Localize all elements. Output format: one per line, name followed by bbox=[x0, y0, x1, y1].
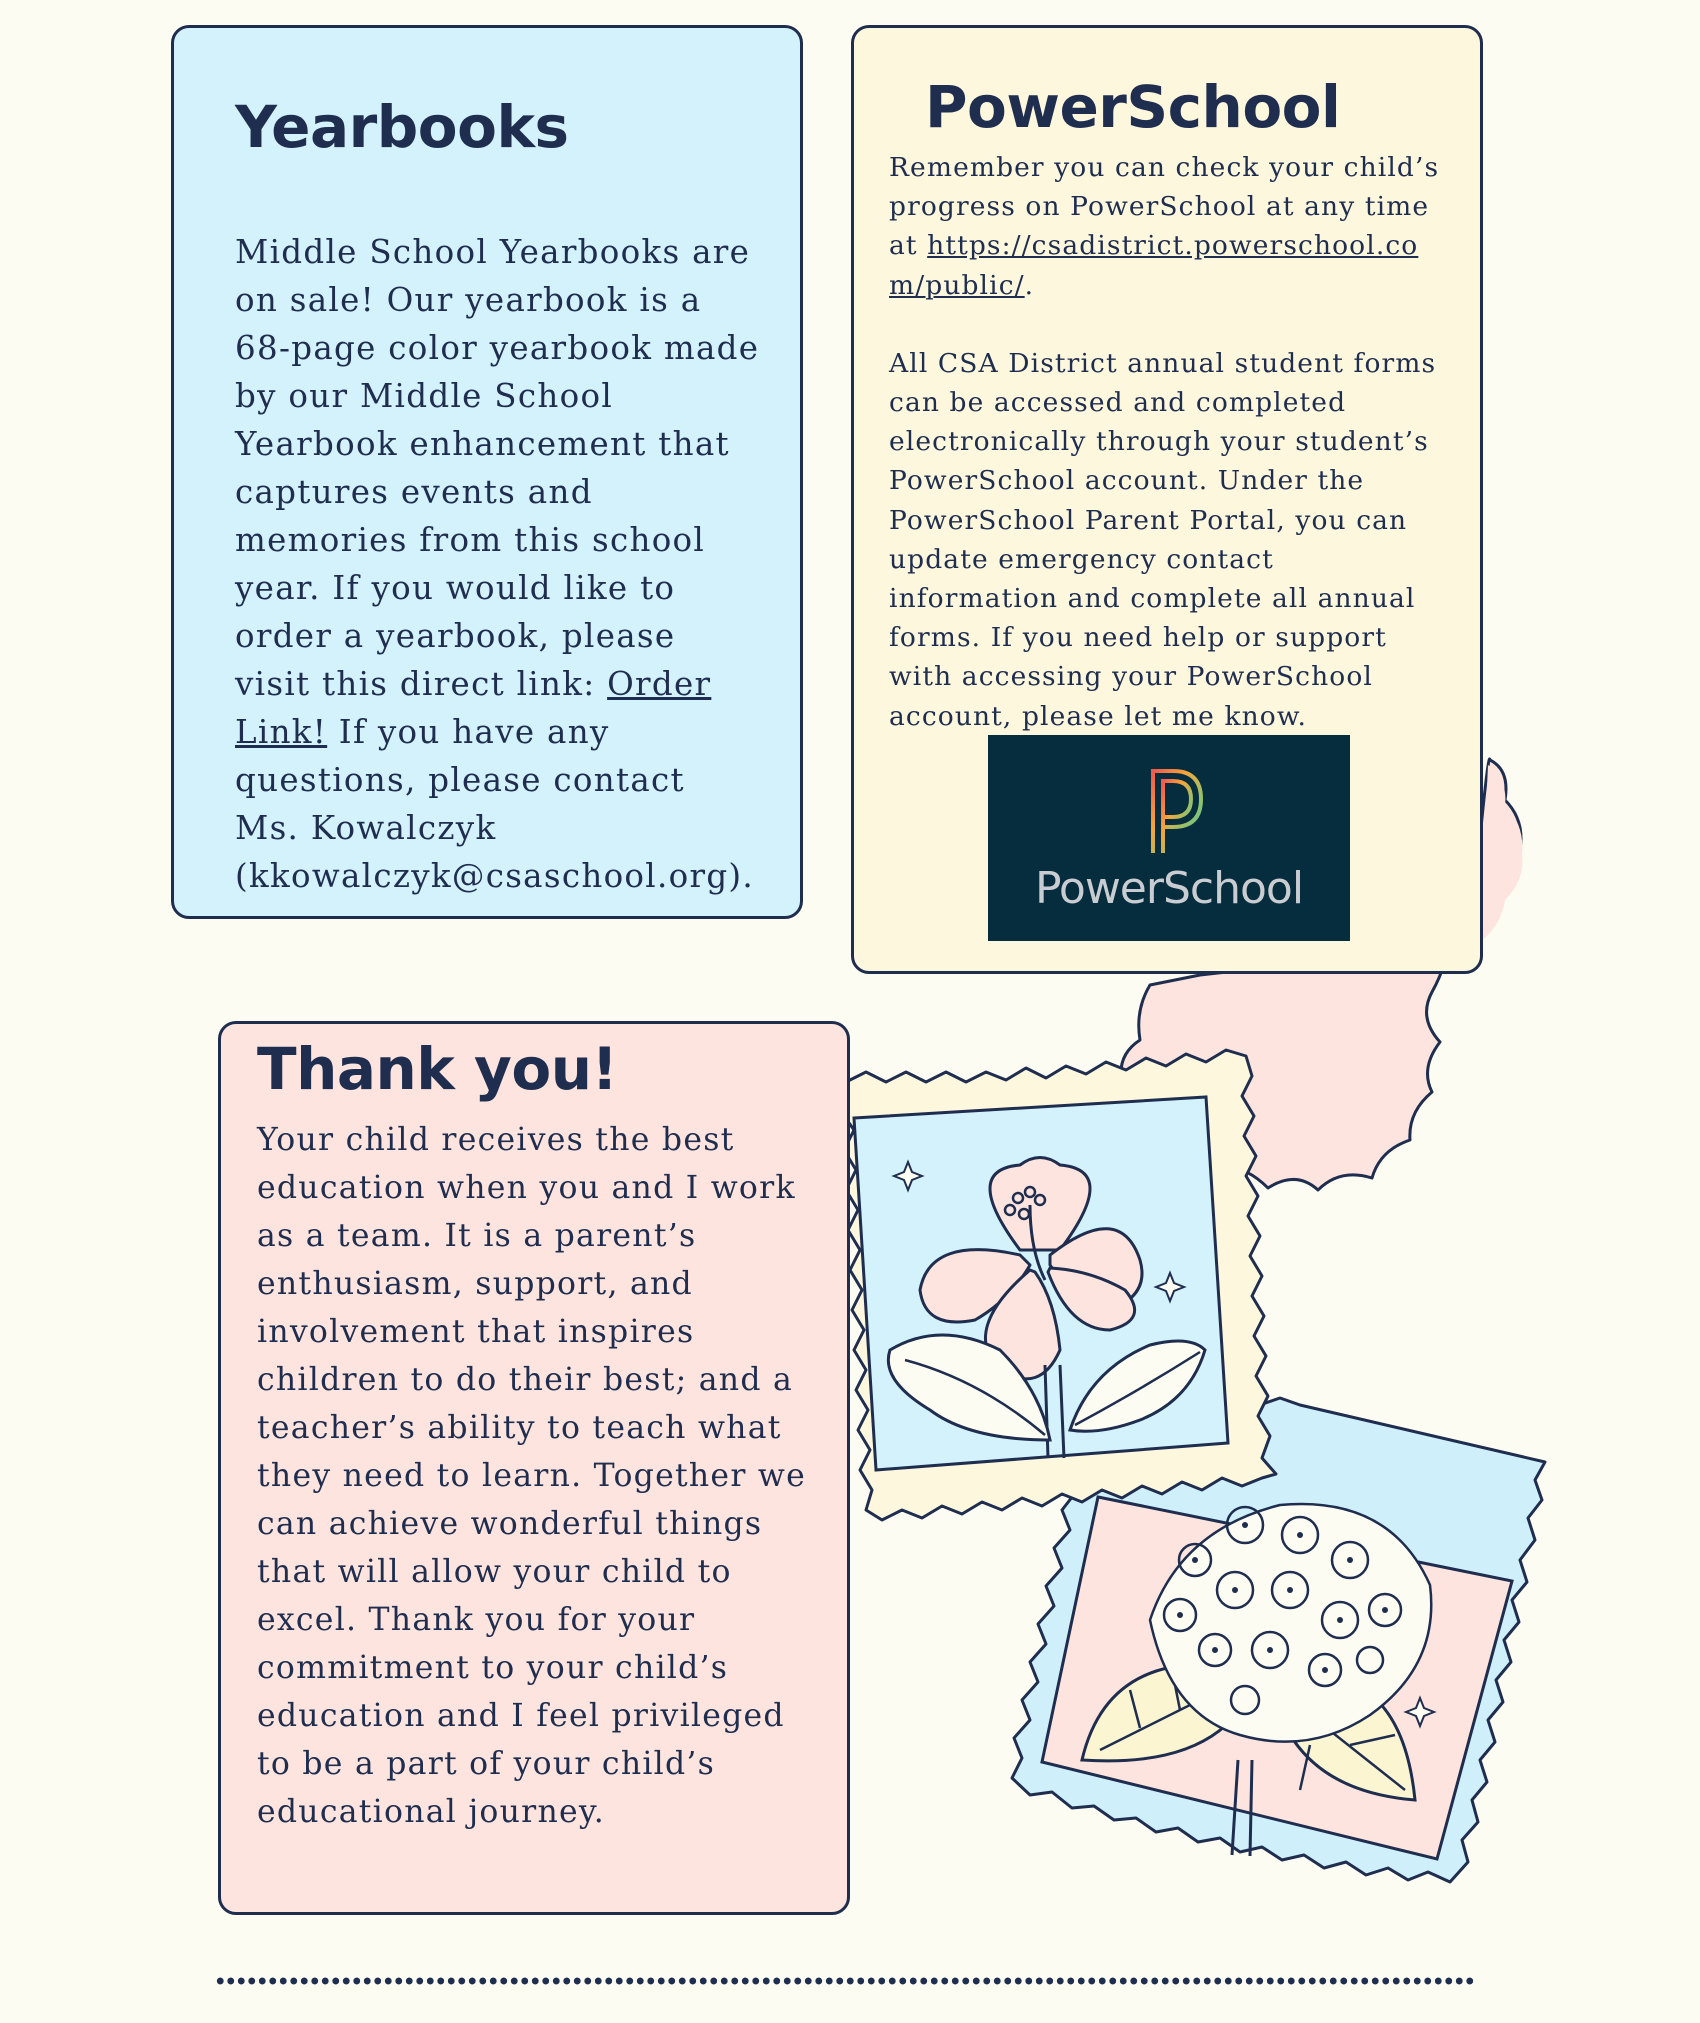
hibiscus-stamp bbox=[805, 1050, 1276, 1520]
powerschool-logo bbox=[988, 735, 1350, 941]
powerschool-p-icon bbox=[1133, 757, 1213, 857]
yearbooks-title: Yearbooks bbox=[235, 93, 569, 161]
powerschool-title: PowerSchool bbox=[925, 73, 1341, 141]
powerschool-text-end: . bbox=[1024, 269, 1035, 301]
yearbooks-card bbox=[171, 25, 803, 919]
powerschool-card bbox=[851, 25, 1483, 974]
thank-you-body: Your child receives the best education when you and I work as a team. It is a parent’s enthusiasm, support, and involvement that inspires children to do their best; and a teacher’s ability to teach what they need to learn. Together we can achieve wonderful things that will allow your child to excel. Thank you for your commitment to your child’s education and I feel privileged to be a part of your child’s educational journey. bbox=[257, 1122, 806, 1830]
yearbooks-text: Middle School Yearbooks are on sale! Our yearbook is a 68-page color yearbook made by our Middle School Yearbook enhancement that captures events and memories from this school year. If you would like to order a yearbook, please visit this direct link: bbox=[235, 233, 760, 703]
order-link[interactable]: Order Link! bbox=[235, 665, 712, 751]
powerschool-paragraph-2: All CSA District annual student forms can be accessed and completed electronically through your student’s PowerSchool account. Under the PowerSchool Parent Portal, you can update emergency contact information and complete all annual forms. If you need help or support with accessing your PowerSchool account, please let me know. bbox=[889, 347, 1437, 732]
powerschool-paragraph-1 bbox=[889, 148, 1450, 305]
dotted-divider bbox=[215, 1977, 1475, 1985]
thank-you-title: Thank you! bbox=[257, 1035, 618, 1103]
powerschool-logo-text: PowerSchool bbox=[1034, 863, 1304, 914]
powerschool-text: Remember you can check your child’s progress on PowerSchool at any time at bbox=[889, 152, 1440, 262]
thank-you-card bbox=[218, 1021, 850, 1915]
yearbooks-text-end: If you have any questions, please contact Ms. Kowalczyk (kkowalczyk@csaschool.org). bbox=[235, 713, 755, 895]
powerschool-url-link[interactable]: https://csadistrict.powerschool.com/public/ bbox=[889, 230, 1419, 301]
yearbooks-body bbox=[235, 228, 760, 900]
